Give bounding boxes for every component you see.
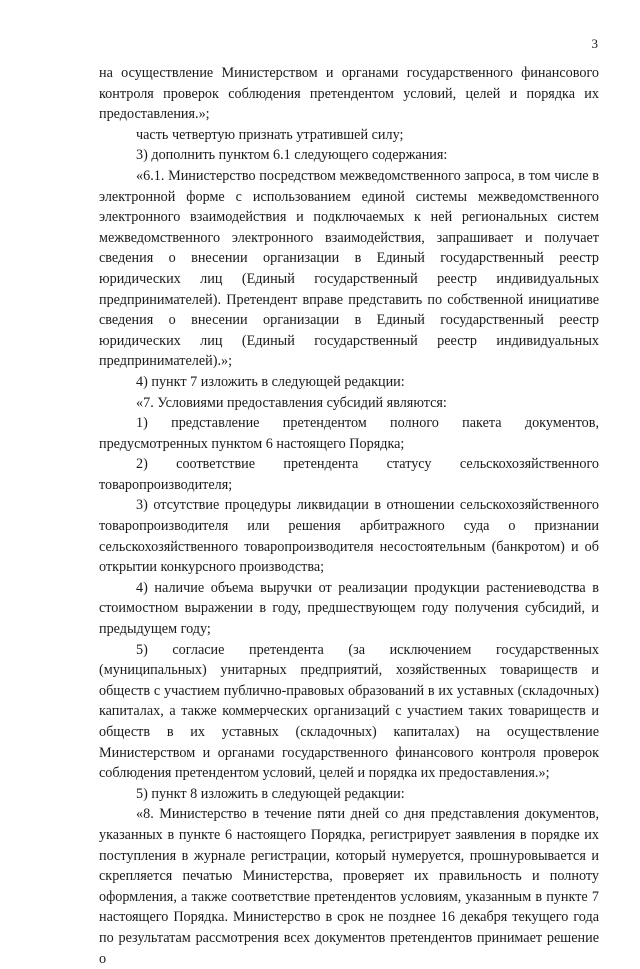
paragraph: часть четвертую признать утратившей силу; — [136, 126, 404, 143]
document-body — [99, 63, 599, 969]
paragraph: «6.1. Министерство посредством межведомственного запроса, в том числе в электронной форме с использованием единой системы межведомственного электронного взаимодействия и подключаемых к ней региональных систем межведомственного электронного взаимодействия, запрашивает и получает сведения о внесении организации в Единый государственный реестр юридических лиц (Единый государственный реестр индивидуальных предпринимателей). Претендент вправе представить по собственной инициативе сведения о внесении организации в Единый государственный реестр юридических лиц (Единый государственный реестр индивидуальных предпринимателей).»; — [99, 167, 599, 370]
paragraph: 4) пункт 7 изложить в следующей редакции: — [136, 373, 405, 390]
paragraph: 2) соответствие претендента статусу сельскохозяйственного товаропроизводителя; — [99, 456, 599, 493]
paragraph: 3) отсутствие процедуры ликвидации в отношении сельскохозяйственного товаропроизводителя или решения арбитражного суда о признании сельскохозяйственного товаропроизводителя несостоятельным (банкротом) и об открытии конкурсного производства; — [99, 497, 599, 576]
paragraph: «7. Условиями предоставления субсидий являются: — [136, 394, 447, 411]
paragraph: 4) наличие объема выручки от реализации продукции растениеводства в стоимостном выражении в году, предшествующем году получения субсидий, и предыдущем году; — [99, 579, 599, 638]
page-number: 3 — [591, 36, 598, 51]
paragraph: 5) согласие претендента (за исключением государственных (муниципальных) унитарных предприятий, хозяйственных товариществ и обществ с участием публично-правовых образований в их уставных (складочных) капиталах, а также коммерческих организаций с участием таких товариществ и обществ в их уставных (складочных) капиталах) на осуществление Министерством и органами государственного финансового контроля проверок соблюдения претендентом условий, целей и порядка их предоставления.»; — [99, 641, 599, 782]
paragraph: «8. Министерство в течение пяти дней со дня представления документов, указанных в пункте 6 настоящего Порядка, регистрирует заявления в порядке их поступления в журнале регистрации, который нумеруется, прошнуровывается и скрепляется печатью Министерства, проверяет их правильность и полноту оформления, а также соответствие претендентов условиям, указанным в пункте 7 настоящего Порядка. Министерство в срок не позднее 16 декабря текущего года по результатам рассмотрения всех документов претендентов принимает решение о — [99, 806, 599, 967]
paragraph: на осуществление Министерством и органами государственного финансового контроля проверок соблюдения претендентом условий, целей и порядка их предоставления.»; — [99, 65, 599, 123]
paragraph: 3) дополнить пунктом 6.1 следующего содержания: — [136, 147, 448, 164]
paragraph: 5) пункт 8 изложить в следующей редакции: — [136, 785, 405, 802]
paragraph: 1) представление претендентом полного пакета документов, предусмотренных пунктом 6 настоящего Порядка; — [99, 415, 599, 452]
